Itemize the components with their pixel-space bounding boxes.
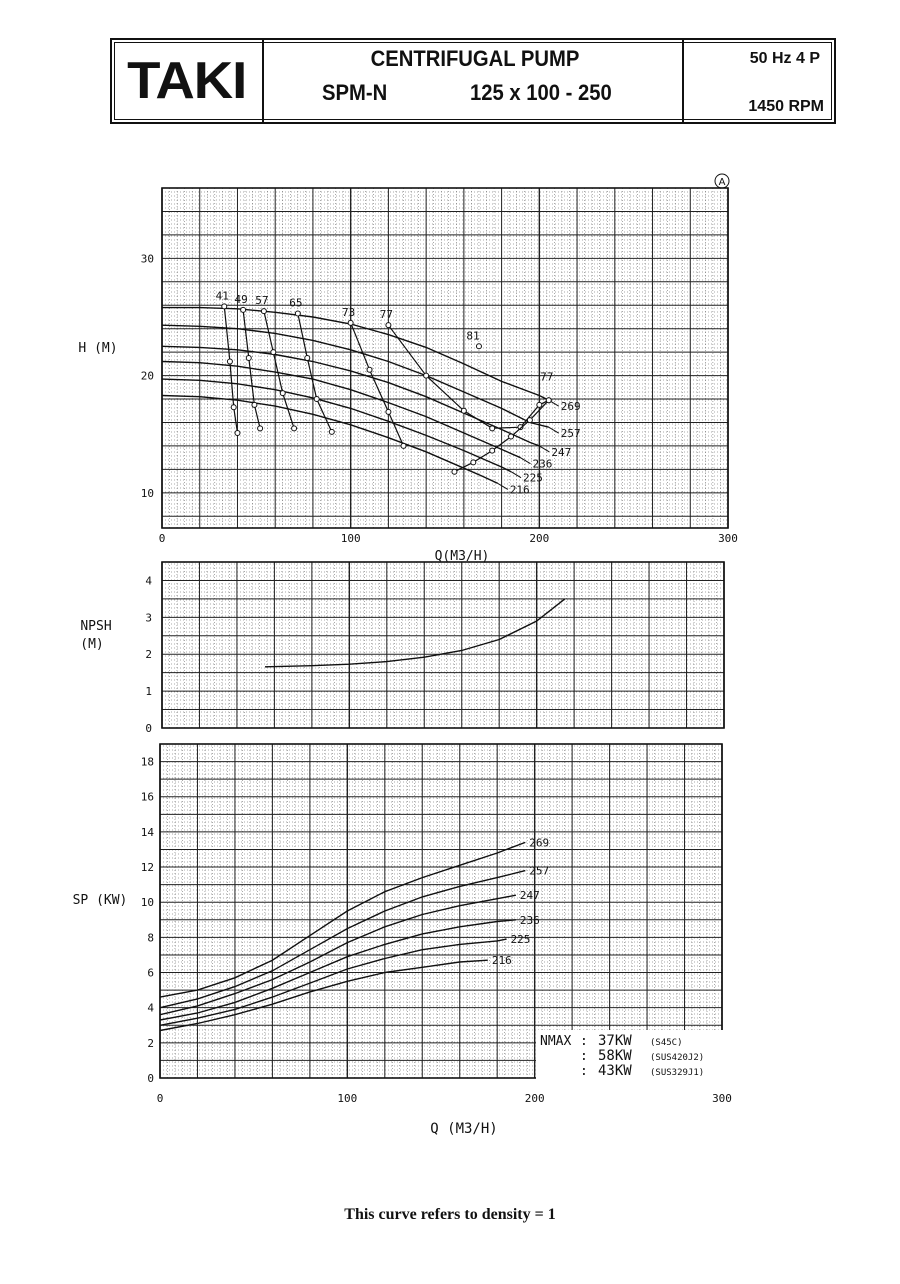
npsh-axis-label: NPSH	[80, 619, 112, 634]
head-curve-label: 236	[532, 457, 553, 471]
efficiency-marker	[386, 323, 391, 328]
efficiency-marker	[241, 307, 246, 312]
efficiency-marker	[461, 408, 466, 413]
efficiency-marker	[246, 356, 251, 361]
efficiency-marker	[261, 309, 266, 314]
power-ytick-label: 16	[140, 790, 154, 804]
npsh-axis-unit: (M)	[80, 637, 104, 652]
efficiency-marker	[527, 418, 532, 423]
power-ytick-label: 6	[147, 966, 154, 980]
efficiency-curve-41	[224, 306, 237, 433]
power-ytick-label: 2	[147, 1036, 154, 1050]
efficiency-marker	[222, 304, 227, 309]
legend-power-value: 58KW	[598, 1048, 632, 1064]
head-curve-216	[162, 396, 498, 484]
legend-power-value: 37KW	[598, 1033, 632, 1049]
head-curve-leader	[549, 427, 559, 433]
efficiency-marker	[231, 405, 236, 410]
power-ytick-label: 8	[147, 931, 154, 945]
pump-title: CENTRIFUGAL PUMP	[370, 46, 580, 71]
power-ytick-label: 14	[140, 825, 154, 839]
efficiency-marker	[401, 443, 406, 448]
power-curve-label: 247	[519, 889, 540, 903]
head-curve-label: 257	[560, 427, 581, 441]
power-ytick-label: 0	[147, 1072, 154, 1085]
efficiency-marker	[305, 356, 310, 361]
head-curve-leader	[520, 458, 530, 464]
head-curve-225	[162, 379, 511, 472]
head-curve-label: 216	[509, 483, 530, 497]
head-xtick-label: 200	[529, 532, 550, 545]
efficiency-marker	[452, 469, 457, 474]
npsh-ytick-label: 2	[145, 648, 152, 662]
efficiency-marker	[227, 359, 232, 364]
head-curve-leader	[511, 472, 521, 478]
head-curve-leader	[498, 483, 508, 489]
npsh-ytick-label: 4	[145, 574, 152, 588]
head-ytick-label: 10	[140, 486, 154, 500]
legend-nmax-label: NMAX	[540, 1034, 572, 1049]
efficiency-marker	[386, 409, 391, 414]
head-ytick-label: 30	[140, 252, 154, 266]
efficiency-marker	[490, 426, 495, 431]
efficiency-marker	[490, 448, 495, 453]
head-xtick-label: 300	[718, 532, 738, 545]
efficiency-marker	[329, 429, 334, 434]
legend-separator: :	[580, 1064, 588, 1079]
efficiency-marker	[476, 344, 481, 349]
legend-material-note: (S45C)	[650, 1038, 683, 1048]
efficiency-marker	[252, 402, 257, 407]
head-xtick-label: 0	[158, 532, 166, 545]
legend-power-value: 43KW	[598, 1063, 632, 1079]
npsh-plot-frame	[162, 562, 724, 728]
power-ytick-label: 4	[147, 1001, 154, 1015]
curve-mark-letter: A	[718, 177, 726, 188]
efficiency-marker	[537, 402, 542, 407]
efficiency-marker	[424, 373, 429, 378]
efficiency-label: 49	[234, 292, 248, 306]
efficiency-marker	[546, 398, 551, 403]
frequency-poles: 50 Hz 4 P	[749, 50, 820, 67]
head-xtick-label: 100	[340, 532, 361, 545]
npsh-ytick-label: 1	[145, 685, 152, 699]
power-curve-label: 236	[519, 913, 540, 927]
efficiency-marker	[292, 426, 297, 431]
npsh-curve	[265, 599, 565, 667]
efficiency-marker	[314, 397, 319, 402]
power-curve-label: 269	[529, 836, 550, 850]
rated-speed: 1450 RPM	[748, 98, 824, 115]
power-ytick-label: 10	[140, 896, 154, 910]
power-curve-257	[160, 871, 525, 1008]
head-axis-label: H (M)	[78, 341, 118, 356]
efficiency-marker	[471, 460, 476, 465]
efficiency-label: 41	[215, 289, 229, 303]
efficiency-label: 65	[289, 296, 303, 310]
npsh-ytick-label: 0	[145, 722, 152, 735]
efficiency-label: 77	[540, 370, 554, 384]
power-curve-label: 257	[529, 864, 550, 878]
head-curve-label: 225	[523, 471, 543, 485]
head-ytick-label: 20	[140, 369, 154, 383]
efficiency-label: 73	[342, 305, 356, 319]
head-curve-leader	[539, 446, 549, 452]
efficiency-label: 57	[255, 294, 269, 308]
efficiency-marker	[258, 426, 263, 431]
head-curve-label: 269	[560, 400, 581, 414]
efficiency-marker	[235, 431, 240, 436]
taki-logo: TAKI	[127, 52, 247, 110]
power-curve-label: 225	[510, 933, 531, 947]
pump-model: SPM-N	[322, 80, 388, 105]
power-curve-label: 216	[491, 954, 512, 968]
power-x-axis-label: Q (M3/H)	[430, 1121, 498, 1137]
power-ytick-label: 18	[140, 755, 154, 769]
efficiency-marker	[348, 320, 353, 325]
head-curve-269	[162, 305, 549, 401]
legend-material-note: (SUS329J1)	[650, 1068, 705, 1078]
head-x-axis-label: Q(M3/H)	[434, 549, 490, 564]
pump-size: 125 x 100 - 250	[470, 80, 612, 105]
npsh-ytick-label: 3	[145, 611, 152, 625]
power-ytick-label: 12	[140, 861, 154, 875]
legend-material-note: (SUS420J2)	[650, 1053, 705, 1063]
power-xtick-label: 0	[156, 1092, 164, 1105]
efficiency-marker	[367, 367, 372, 372]
efficiency-marker	[271, 350, 276, 355]
power-xtick-label: 300	[712, 1092, 732, 1105]
efficiency-label: 77	[379, 308, 394, 322]
power-xtick-label: 200	[524, 1092, 545, 1105]
efficiency-marker	[295, 311, 300, 316]
density-footnote: This curve refers to density = 1	[344, 1206, 556, 1223]
head-curve-label: 247	[551, 445, 572, 459]
efficiency-marker	[509, 434, 514, 439]
legend-separator: :	[580, 1049, 588, 1064]
efficiency-label: 81	[466, 329, 480, 343]
power-xtick-label: 100	[337, 1092, 358, 1105]
efficiency-marker	[280, 391, 285, 396]
power-axis-label: SP (KW)	[72, 893, 128, 908]
legend-separator: :	[580, 1034, 588, 1049]
